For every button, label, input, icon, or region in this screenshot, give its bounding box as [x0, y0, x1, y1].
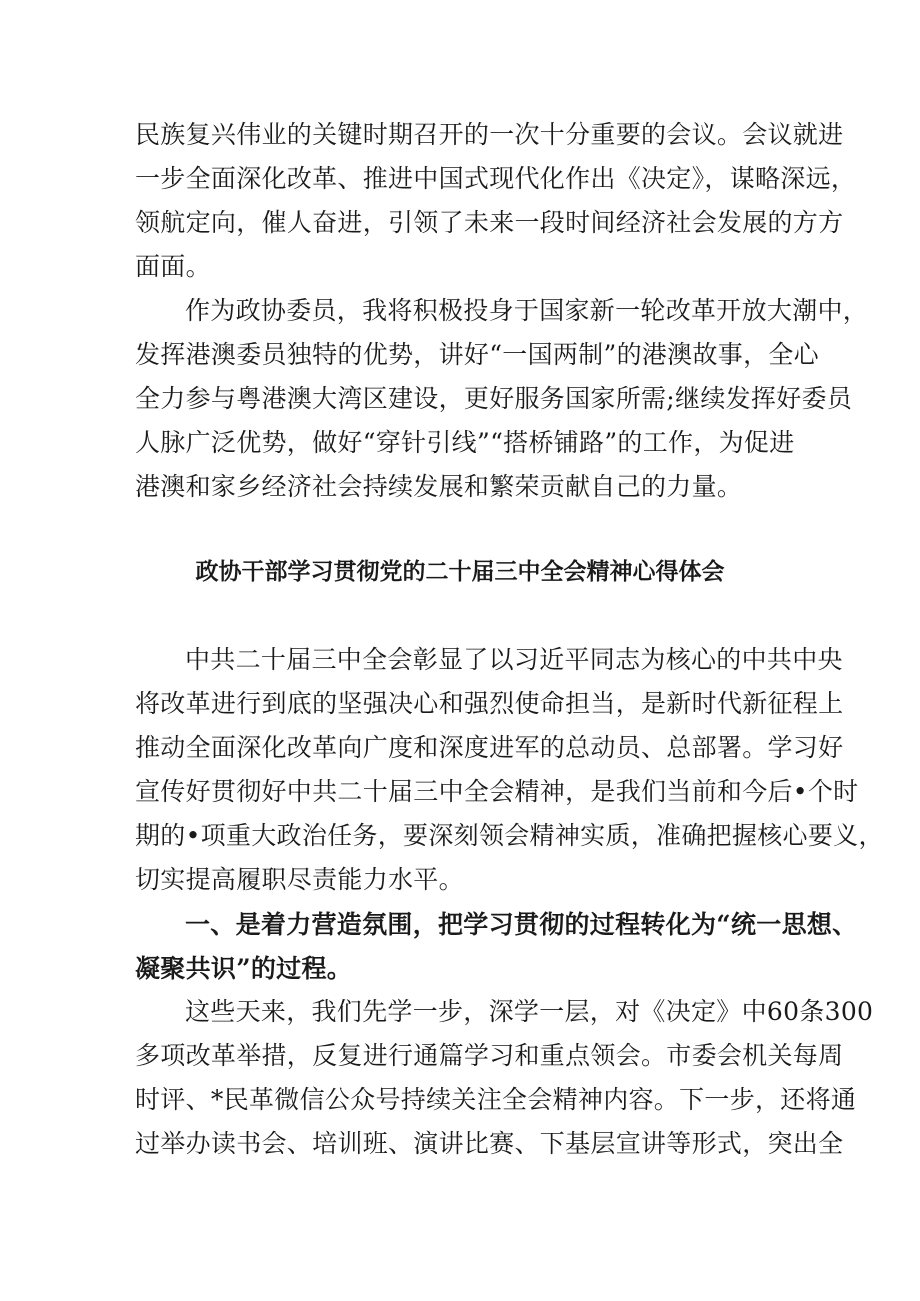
paragraph-line: 领航定向，催人奋进，引领了未来一段时间经济社会发展的方方 [135, 208, 844, 237]
document-title: 政协干部学习贯彻党的二十届三中全会精神心得体会 [195, 558, 725, 585]
paragraph-line: 一步全面深化改革、推进中国式现代化作出《决定》，谋略深远， [135, 164, 857, 193]
paragraph-line: 民族复兴伟业的关键时期召开的一次十分重要的会议。会议就进 [135, 120, 844, 149]
heading-line: 一、是着力营造氛围，把学习贯彻的过程转化为“统一思想、 [185, 910, 858, 939]
paragraph-line: 中共二十届三中全会彰显了以习近平同志为核心的中共中央 [185, 645, 843, 674]
paragraph-study-actions [135, 990, 874, 1166]
heading-line: 凝聚共识”的过程。 [135, 954, 353, 983]
paragraph-line: 将改革进行到底的坚强决心和强烈使命担当，是新时代新征程上 [135, 689, 844, 718]
paragraph-line: 人脉广泛优势，做好“穿针引线”“搭桥铺路”的工作，为促进 [135, 428, 795, 457]
paragraph-line: 期的•项重大政治任务，要深刻领会精神实质，准确把握核心要义， [135, 821, 884, 850]
section-heading [135, 903, 858, 991]
paragraph-line: 全力参与粤港澳大湾区建设，更好服务国家所需;继续发挥好委员 [135, 384, 853, 413]
paragraph-line: 多项改革举措，反复进行通篇学习和重点领会。市委会机关每周 [135, 1041, 844, 1070]
paragraph-line: 过举办读书会、培训班、演讲比赛、下基层宣讲等形式，突出全 [135, 1129, 844, 1158]
paragraph-line: 宣传好贯彻好中共二十届三中全会精神，是我们当前和今后•个时 [135, 777, 859, 806]
paragraph-committee-member [135, 289, 869, 509]
paragraph-line: 发挥港澳委员独特的优势，讲好“一国两制”的港澳故事，全心 [135, 340, 819, 369]
paragraph-line: 港澳和家乡经济社会持续发展和繁荣贡献自己的力量。 [135, 472, 743, 501]
paragraph-line: 切实提高履职尽责能力水平。 [135, 865, 464, 894]
paragraph-line: 面面。 [135, 252, 211, 281]
paragraph-intro [135, 638, 884, 902]
paragraph-line: 时评、*民革微信公众号持续关注全会精神内容。下一步，还将通 [135, 1085, 857, 1114]
paragraph-continuation [135, 113, 857, 289]
paragraph-line: 这些天来，我们先学一步，深学一层，对《决定》中60条300 [185, 997, 874, 1026]
paragraph-line: 推动全面深化改革向广度和深度进军的总动员、总部署。学习好 [135, 733, 844, 762]
paragraph-line: 作为政协委员，我将积极投身于国家新一轮改革开放大潮中， [185, 296, 869, 325]
